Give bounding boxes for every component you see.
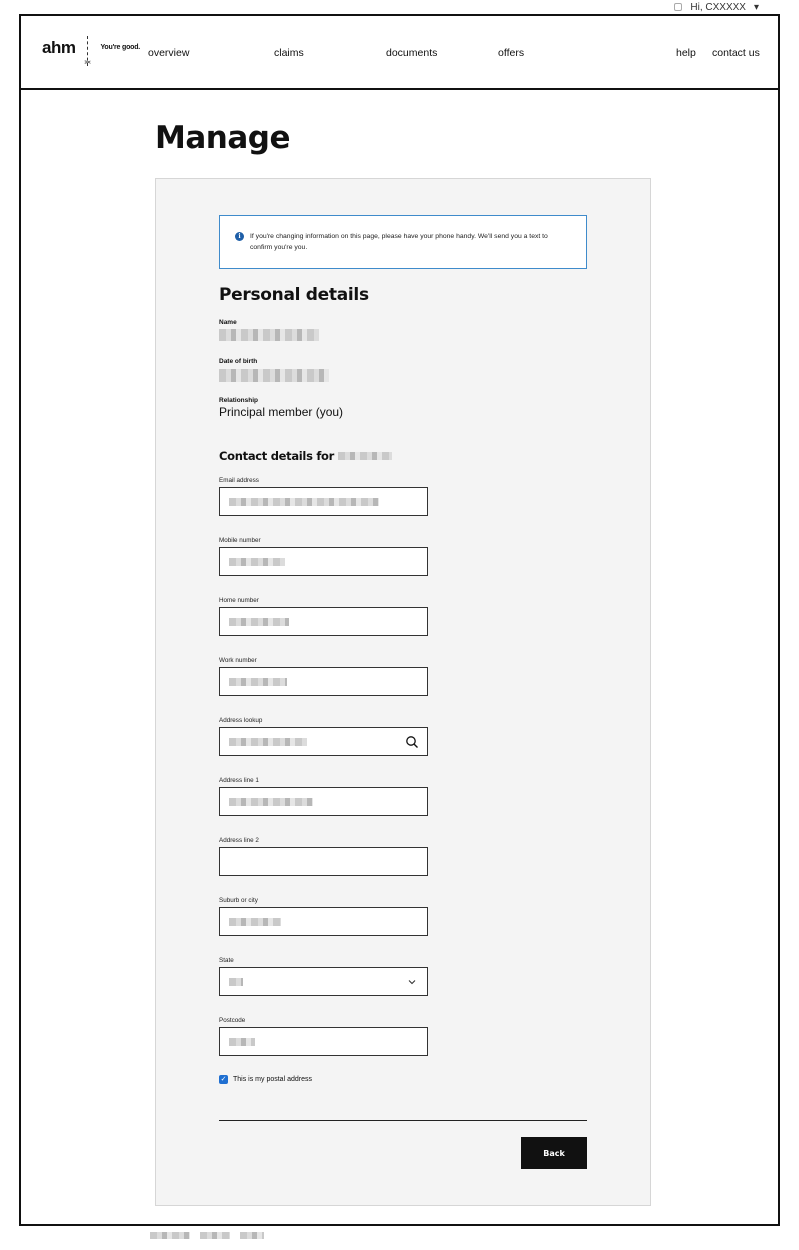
personal-details-heading: Personal details: [219, 285, 369, 305]
member-name-redacted: [338, 452, 392, 460]
manage-card: [155, 178, 651, 1206]
home-number-field[interactable]: [219, 607, 428, 636]
home-number-label: Home number: [219, 597, 259, 604]
address-line1-label: Address line 1: [219, 777, 259, 784]
info-banner-text: If you're changing information on this page, please have your phone handy. We'll send you a text to confirm you're you.: [250, 233, 548, 251]
postcode-label: Postcode: [219, 1017, 246, 1024]
chevron-down-icon: ▾: [753, 1, 759, 13]
logo-word: ahm: [42, 38, 76, 57]
nav-overview[interactable]: overview: [148, 47, 190, 59]
relationship-value: Principal member (you): [219, 405, 344, 419]
notification-icon[interactable]: [674, 3, 682, 11]
section-divider: [219, 1120, 587, 1121]
work-number-field[interactable]: [219, 667, 428, 696]
postal-address-label[interactable]: This is my postal address: [233, 1076, 312, 1083]
footer-redacted: [150, 1232, 264, 1239]
dob-label: Date of birth: [219, 358, 258, 365]
email-label: Email address: [219, 477, 259, 484]
name-value-redacted: [219, 329, 319, 344]
back-button[interactable]: Back: [521, 1137, 587, 1169]
work-number-label: Work number: [219, 657, 257, 664]
info-banner: [219, 215, 587, 269]
address-lookup-label: Address lookup: [219, 717, 263, 724]
account-greeting[interactable]: Hi, CXXXXX: [690, 1, 746, 13]
email-field[interactable]: [219, 487, 428, 516]
site-header: [21, 16, 778, 90]
state-label: State: [219, 957, 234, 964]
suburb-field[interactable]: [219, 907, 428, 936]
account-menu[interactable]: [674, 0, 759, 14]
state-select[interactable]: [219, 967, 428, 996]
main-nav: [21, 16, 778, 90]
scissors-icon: ✂: [84, 58, 92, 67]
suburb-label: Suburb or city: [219, 897, 258, 904]
logo-tagline: You're good.: [100, 44, 141, 51]
chevron-down-icon[interactable]: [405, 975, 419, 989]
relationship-label: Relationship: [219, 397, 259, 404]
nav-help[interactable]: help: [676, 47, 696, 59]
postcode-field[interactable]: [219, 1027, 428, 1056]
postal-address-checkbox[interactable]: ✓: [220, 1076, 227, 1083]
address-lookup-field[interactable]: [219, 727, 428, 756]
search-icon[interactable]: [405, 735, 419, 749]
name-label: Name: [219, 319, 237, 326]
nav-contact-us[interactable]: contact us: [712, 47, 760, 59]
nav-offers[interactable]: offers: [498, 47, 525, 59]
address-line2-label: Address line 2: [219, 837, 259, 844]
nav-documents[interactable]: documents: [386, 47, 438, 59]
nav-claims[interactable]: claims: [274, 47, 304, 59]
dob-value-redacted: [219, 369, 329, 385]
info-icon: i: [235, 232, 244, 241]
page-title: Manage: [155, 120, 290, 156]
postal-address-option[interactable]: [219, 1075, 312, 1084]
mobile-field[interactable]: [219, 547, 428, 576]
address-line2-field[interactable]: [219, 847, 428, 876]
contact-details-heading-text: Contact details for: [219, 449, 334, 463]
address-line1-field[interactable]: [219, 787, 428, 816]
mobile-label: Mobile number: [219, 537, 261, 544]
contact-details-heading: [219, 449, 392, 463]
app-frame: [19, 14, 780, 1226]
